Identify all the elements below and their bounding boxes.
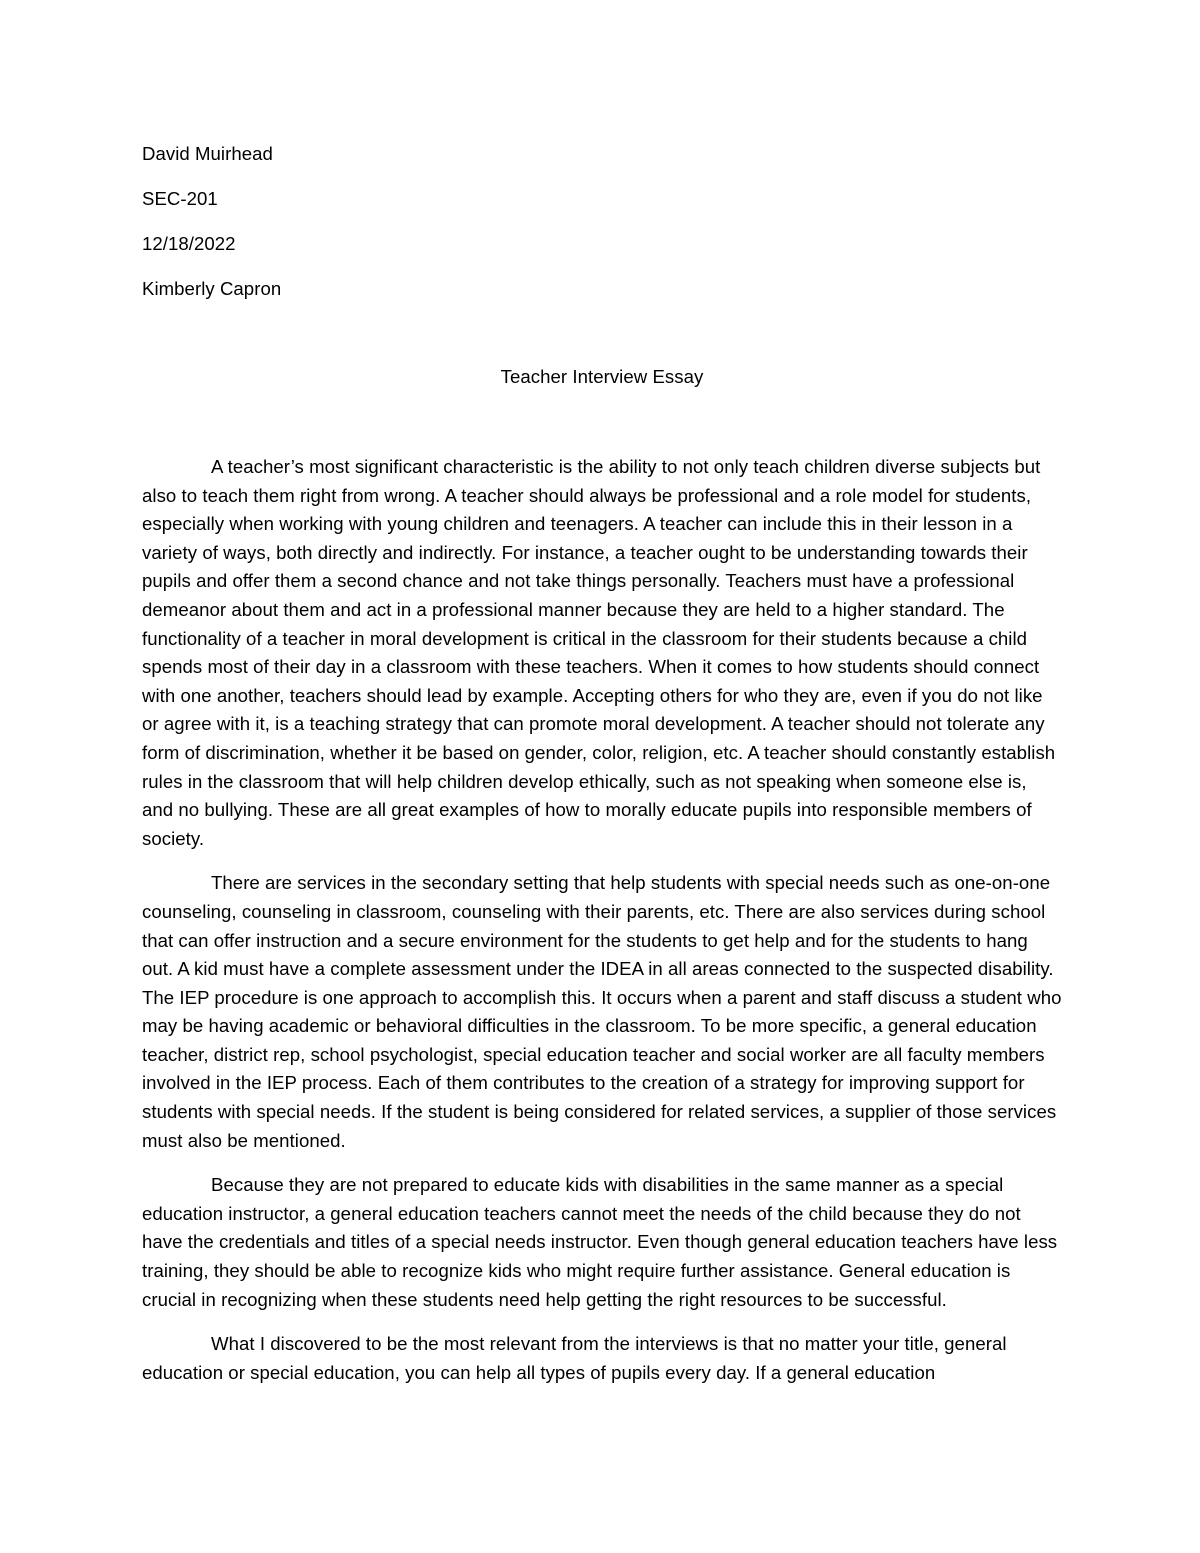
essay-title: Teacher Interview Essay — [500, 366, 704, 387]
essay-body — [142, 453, 1062, 1403]
paragraph-2: There are services in the secondary setting that help students with special needs such as one-on-one counseling, counseling in classroom, counseling with their parents, etc. There are also services during school that can offer instruction and a secure environment for the students to get help and for the students to hang out. A kid must have a complete assessment under the IDEA in all areas connected to the suspected disability. The IEP procedure is one approach to accomplish this. It occurs when a parent and staff discuss a student who may be having academic or behavioral difficulties in the classroom. To be more specific, a general education teacher, district rep, school psychologist, special education teacher and social worker are all faculty members involved in the IEP process. Each of them contributes to the creation of a strategy for improving support for students with special needs. If the student is being considered for related services, a supplier of those services must also be mentioned. — [142, 872, 1062, 1151]
paragraph-1: A teacher’s most significant characteristic is the ability to not only teach children diverse subjects but also to teach them right from wrong. A teacher should always be professional and a role model for students, especially when working with young children and teenagers. A teacher can include this in their lesson in a variety of ways, both directly and indirectly. For instance, a teacher ought to be understanding towards their pupils and offer them a second chance and not take things personally. Teachers must have a professional demeanor about them and act in a professional manner because they are held to a higher standard. The functionality of a teacher in moral development is critical in the classroom for their students because a child spends most of their day in a classroom with these teachers. When it comes to how students should connect with one another, teachers should lead by example. Accepting others for who they are, even if you do not like or agree with it, is a teaching strategy that can promote moral development. A teacher should not tolerate any form of discrimination, whether it be based on gender, color, religion, etc. A teacher should constantly establish rules in the classroom that will help children develop ethically, such as not speaking when someone else is, and no bullying. These are all great examples of how to morally educate pupils into responsible members of society. — [142, 456, 1056, 849]
document-page — [142, 141, 1062, 1383]
instructor-name: Kimberly Capron — [142, 278, 282, 299]
essay-date: 12/18/2022 — [142, 233, 236, 254]
paragraph-3: Because they are not prepared to educate kids with disabilities in the same manner as a special education instructor, a general education teachers cannot meet the needs of the child because they do not have the credentials and titles of a special needs instructor. Even though general education teachers have less training, they should be able to recognize kids who might require further assistance. General education is crucial in recognizing when these students need help getting the right resources to be successful. — [142, 1174, 1058, 1310]
author-name: David Muirhead — [142, 143, 273, 164]
paragraph-4: What I discovered to be the most relevant from the interviews is that no matter your title, general education or special education, you can help all types of pupils every day. If a general education — [142, 1333, 1007, 1383]
course-code: SEC-201 — [142, 188, 218, 209]
